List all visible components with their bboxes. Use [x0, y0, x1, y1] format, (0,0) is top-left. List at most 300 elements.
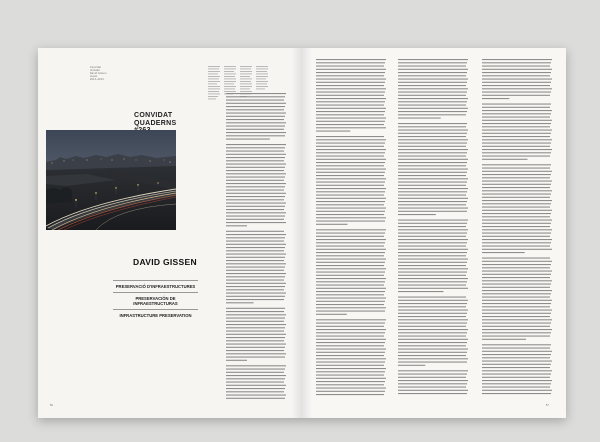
text-line: [482, 239, 552, 240]
text-line: [316, 381, 385, 382]
author-name: DAVID GISSEN: [133, 257, 197, 267]
text-line: [398, 79, 468, 80]
text-line: [316, 249, 386, 250]
text-line: [398, 118, 441, 119]
text-line: [316, 358, 386, 359]
text-line: [226, 209, 284, 210]
text-line: [316, 326, 384, 327]
text-line: [398, 370, 468, 371]
text-texture: [226, 92, 286, 402]
text-line: [398, 233, 467, 234]
text-line: [316, 127, 386, 128]
text-line: [482, 293, 551, 294]
text-line: [316, 311, 385, 312]
text-line: [226, 308, 285, 309]
text-line: [482, 123, 551, 124]
text-line: [226, 129, 284, 130]
text-line: [398, 111, 467, 112]
text-line: [226, 216, 285, 217]
text-line: [316, 143, 385, 144]
text-line: [226, 378, 285, 379]
text-line: [226, 353, 286, 354]
text-line: [316, 262, 385, 263]
text-line: [482, 159, 528, 160]
text-line: [316, 304, 384, 305]
text-line: [226, 109, 284, 110]
article-titles: [113, 280, 198, 321]
text-line: [398, 326, 466, 327]
text-line: [482, 393, 551, 394]
text-line: [316, 178, 386, 179]
left-page: [38, 48, 302, 418]
text-line: [226, 247, 285, 248]
text-line: [482, 98, 509, 99]
text-line: [316, 242, 385, 243]
text-line: [482, 242, 551, 243]
text-line: [316, 307, 386, 308]
text-line: [482, 79, 552, 80]
text-line: [482, 85, 550, 86]
text-line: [226, 299, 284, 300]
text-line: [398, 285, 466, 286]
text-line: [226, 147, 285, 148]
text-line: [482, 133, 551, 134]
text-line: [316, 301, 385, 302]
text-line: [316, 208, 386, 209]
text-line: [316, 211, 385, 212]
text-line: [226, 337, 285, 338]
text-line: [316, 111, 385, 112]
text-line: [398, 390, 468, 391]
text-line: [398, 355, 466, 356]
meta-line: Convidat: [90, 66, 102, 69]
text-line: [226, 260, 284, 261]
text-line: [482, 303, 551, 304]
text-line: [316, 371, 385, 372]
text-line: [482, 156, 550, 157]
text-line: [482, 82, 551, 83]
text-line: [482, 226, 550, 227]
text-line: [482, 249, 552, 250]
text-line: [316, 162, 385, 163]
text-line: [316, 349, 386, 350]
text-line: [482, 203, 551, 204]
text-line: [398, 380, 468, 381]
text-line: [482, 149, 552, 150]
text-line: [316, 169, 386, 170]
text-line: [316, 198, 386, 199]
text-line: [316, 233, 385, 234]
text-line: [316, 332, 385, 333]
text-line: [398, 165, 466, 166]
text-line: [482, 310, 552, 311]
text-line: [226, 302, 254, 303]
text-line: [316, 388, 386, 389]
text-line: [316, 375, 384, 376]
text-line: [226, 144, 286, 145]
text-line: [398, 329, 468, 330]
text-line: [226, 263, 286, 264]
text-line: [316, 265, 384, 266]
text-texture: [482, 58, 552, 398]
text-line: [316, 105, 384, 106]
text-line: [482, 319, 552, 320]
meta-line: 2013–2014: [90, 78, 104, 81]
text-line: [482, 377, 550, 378]
text-line: [226, 321, 284, 322]
text-line: [316, 114, 384, 115]
text-line: [226, 151, 284, 152]
text-line: [482, 271, 552, 272]
text-line: [316, 98, 386, 99]
text-line: [398, 349, 468, 350]
text-line: [398, 195, 466, 196]
text-line: [398, 377, 466, 378]
text-line: [226, 116, 285, 117]
text-line: [226, 170, 284, 171]
body-column-2: [398, 58, 468, 403]
text-line: [482, 210, 552, 211]
text-line: [482, 143, 551, 144]
text-line: [398, 201, 467, 202]
text-line: [226, 180, 284, 181]
text-line: [398, 374, 467, 375]
text-line: [398, 211, 467, 212]
text-line: [226, 331, 284, 332]
text-line: [482, 364, 551, 365]
text-line: [226, 231, 284, 232]
text-line: [398, 393, 467, 394]
text-line: [398, 95, 466, 96]
text-line: [482, 95, 550, 96]
text-line: [398, 220, 468, 221]
text-line: [226, 196, 285, 197]
text-line: [482, 380, 552, 381]
text-line: [482, 59, 552, 60]
text-line: [398, 208, 468, 209]
text-line: [226, 167, 285, 168]
text-line: [398, 185, 466, 186]
text-line: [482, 357, 550, 358]
text-line: [482, 326, 550, 327]
text-line: [226, 103, 286, 104]
text-line: [398, 319, 468, 320]
body-column-left-page: [226, 92, 286, 407]
title-spanish: PRESERVACIÓN DE INFRAESTRUCTURAS: [133, 296, 178, 306]
text-line: [398, 268, 468, 269]
text-line: [316, 201, 385, 202]
text-line: [316, 152, 385, 153]
text-line: [316, 345, 384, 346]
text-line: [316, 149, 386, 150]
text-line: [482, 261, 552, 262]
text-line: [398, 297, 466, 298]
text-line: [482, 258, 550, 259]
text-line: [226, 250, 284, 251]
text-line: [398, 59, 468, 60]
text-line: [398, 336, 466, 337]
title-catalan: PRESERVACIÓ D'INFRAESTRUCTURES: [115, 284, 196, 289]
text-line: [226, 135, 285, 136]
text-line: [226, 311, 284, 312]
text-line: [398, 169, 468, 170]
text-line: [316, 291, 385, 292]
text-line: [482, 284, 551, 285]
text-line: [226, 334, 286, 335]
text-line: [398, 178, 468, 179]
text-line: [482, 233, 551, 234]
text-line: [482, 171, 552, 172]
text-line: [316, 391, 385, 392]
text-line: [226, 183, 286, 184]
text-line: [226, 372, 284, 373]
text-line: [398, 136, 466, 137]
text-line: [316, 85, 384, 86]
text-line: [316, 329, 386, 330]
text-line: [226, 132, 286, 133]
text-line: [226, 241, 284, 242]
text-line: [482, 200, 552, 201]
text-line: [482, 336, 550, 337]
text-line: [226, 96, 285, 97]
text-line: [482, 184, 551, 185]
text-line: [398, 108, 468, 109]
highway-night-photo: [46, 130, 176, 230]
text-line: [226, 234, 286, 235]
magazine-spread: [38, 48, 566, 418]
text-line: [226, 93, 286, 94]
text-line: [482, 297, 550, 298]
text-line: [226, 164, 286, 165]
text-line: [226, 203, 286, 204]
text-line: [316, 221, 385, 222]
text-line: [316, 139, 386, 140]
text-line: [226, 126, 285, 127]
text-line: [316, 66, 384, 67]
text-line: [226, 388, 285, 389]
text-line: [398, 62, 467, 63]
text-line: [398, 236, 466, 237]
text-line: [398, 358, 468, 359]
text-line: [316, 378, 386, 379]
text-line: [398, 316, 466, 317]
text-line: [226, 270, 284, 271]
text-line: [226, 365, 286, 366]
text-line: [398, 306, 466, 307]
text-line: [226, 347, 285, 348]
text-line: [482, 92, 551, 93]
text-line: [482, 252, 525, 253]
text-line: [398, 188, 468, 189]
text-line: [398, 265, 466, 266]
text-line: [482, 367, 550, 368]
text-line: [482, 152, 551, 153]
text-line: [398, 75, 466, 76]
text-line: [316, 272, 385, 273]
text-line: [398, 130, 468, 131]
text-line: [226, 314, 286, 315]
text-line: [316, 165, 384, 166]
text-line: [226, 357, 285, 358]
text-line: [482, 323, 551, 324]
text-line: [482, 390, 552, 391]
text-line: [398, 69, 468, 70]
text-line: [316, 259, 386, 260]
text-line: [482, 339, 526, 340]
rule: [113, 292, 198, 293]
text-line: [316, 352, 385, 353]
text-line: [482, 316, 550, 317]
text-line: [482, 187, 550, 188]
text-line: [398, 191, 467, 192]
meta-line: David Gissen: [90, 72, 107, 75]
text-line: [226, 276, 285, 277]
text-line: [482, 287, 550, 288]
text-line: [316, 298, 386, 299]
text-line: [226, 237, 285, 238]
text-line: [316, 82, 385, 83]
text-line: [482, 107, 550, 108]
text-line: [316, 191, 385, 192]
text-line: [398, 275, 466, 276]
text-line: [316, 146, 384, 147]
text-line: [482, 236, 550, 237]
text-line: [398, 88, 468, 89]
series-title-line: QUADERNS: [134, 119, 177, 127]
text-line: [316, 285, 384, 286]
text-line: [316, 246, 384, 247]
text-line: [482, 194, 551, 195]
text-line: [398, 239, 468, 240]
text-line: [316, 95, 384, 96]
text-line: [482, 181, 552, 182]
text-line: [316, 88, 386, 89]
photo-image: [46, 130, 176, 230]
text-line: [482, 126, 550, 127]
text-line: [316, 339, 386, 340]
text-line: [482, 370, 552, 371]
text-line: [316, 156, 384, 157]
text-line: [398, 123, 467, 124]
text-line: [398, 342, 467, 343]
text-line: [316, 362, 385, 363]
text-line: [316, 214, 384, 215]
text-line: [482, 146, 550, 147]
right-page: [302, 48, 566, 418]
text-line: [398, 143, 467, 144]
text-line: [398, 242, 467, 243]
text-line: [316, 131, 350, 132]
text-line: [398, 291, 444, 292]
text-line: [226, 225, 247, 226]
text-line: [316, 278, 386, 279]
text-line: [226, 106, 285, 107]
text-line: [398, 182, 467, 183]
text-line: [482, 220, 552, 221]
text-line: [226, 369, 285, 370]
text-line: [226, 318, 285, 319]
text-line: [316, 268, 386, 269]
text-line: [226, 206, 285, 207]
text-line: [226, 360, 247, 361]
text-line: [226, 199, 284, 200]
text-line: [226, 154, 286, 155]
text-line: [398, 313, 467, 314]
text-line: [398, 101, 467, 102]
text-line: [226, 254, 286, 255]
text-line: [482, 300, 552, 301]
text-line: [226, 100, 284, 101]
text-line: [316, 288, 386, 289]
text-line: [226, 283, 286, 284]
text-line: [398, 387, 466, 388]
page-number-right: 57: [546, 404, 549, 407]
text-line: [398, 133, 467, 134]
text-line: [482, 277, 550, 278]
text-line: [316, 314, 347, 315]
text-line: [316, 108, 386, 109]
text-line: [482, 66, 550, 67]
text-line: [398, 303, 467, 304]
text-line: [398, 365, 425, 366]
text-line: [482, 72, 551, 73]
text-line: [482, 332, 551, 333]
text-line: [482, 280, 552, 281]
text-line: [398, 310, 468, 311]
text-line: [316, 239, 386, 240]
text-texture: [316, 58, 386, 398]
text-line: [316, 188, 386, 189]
text-line: [482, 88, 552, 89]
text-line: [226, 344, 286, 345]
text-line: [398, 259, 468, 260]
text-line: [316, 323, 385, 324]
text-line: [226, 244, 286, 245]
text-line: [398, 72, 467, 73]
text-line: [482, 306, 550, 307]
rule: [113, 309, 198, 310]
text-line: [226, 257, 285, 258]
title-english: INFRASTRUCTURE PRESERVATION: [119, 313, 192, 318]
text-line: [482, 329, 552, 330]
text-line: [398, 281, 467, 282]
text-line: [226, 385, 286, 386]
text-line: [398, 255, 466, 256]
text-line: [482, 69, 552, 70]
text-line: [226, 186, 285, 187]
text-line: [316, 217, 386, 218]
text-line: [398, 332, 467, 333]
text-line: [482, 164, 551, 165]
text-line: [482, 113, 551, 114]
text-line: [482, 387, 550, 388]
text-line: [316, 79, 386, 80]
text-line: [398, 156, 466, 157]
text-line: [482, 344, 551, 345]
text-line: [398, 383, 467, 384]
text-line: [316, 172, 385, 173]
text-line: [482, 117, 550, 118]
meta-line: Invitado: [90, 69, 100, 72]
text-line: [398, 139, 468, 140]
text-line: [482, 267, 550, 268]
text-line: [316, 62, 385, 63]
meta-line: Guest: [90, 75, 98, 78]
text-line: [226, 350, 284, 351]
text-line: [226, 190, 284, 191]
meta-block: [90, 66, 130, 81]
text-line: [482, 216, 550, 217]
